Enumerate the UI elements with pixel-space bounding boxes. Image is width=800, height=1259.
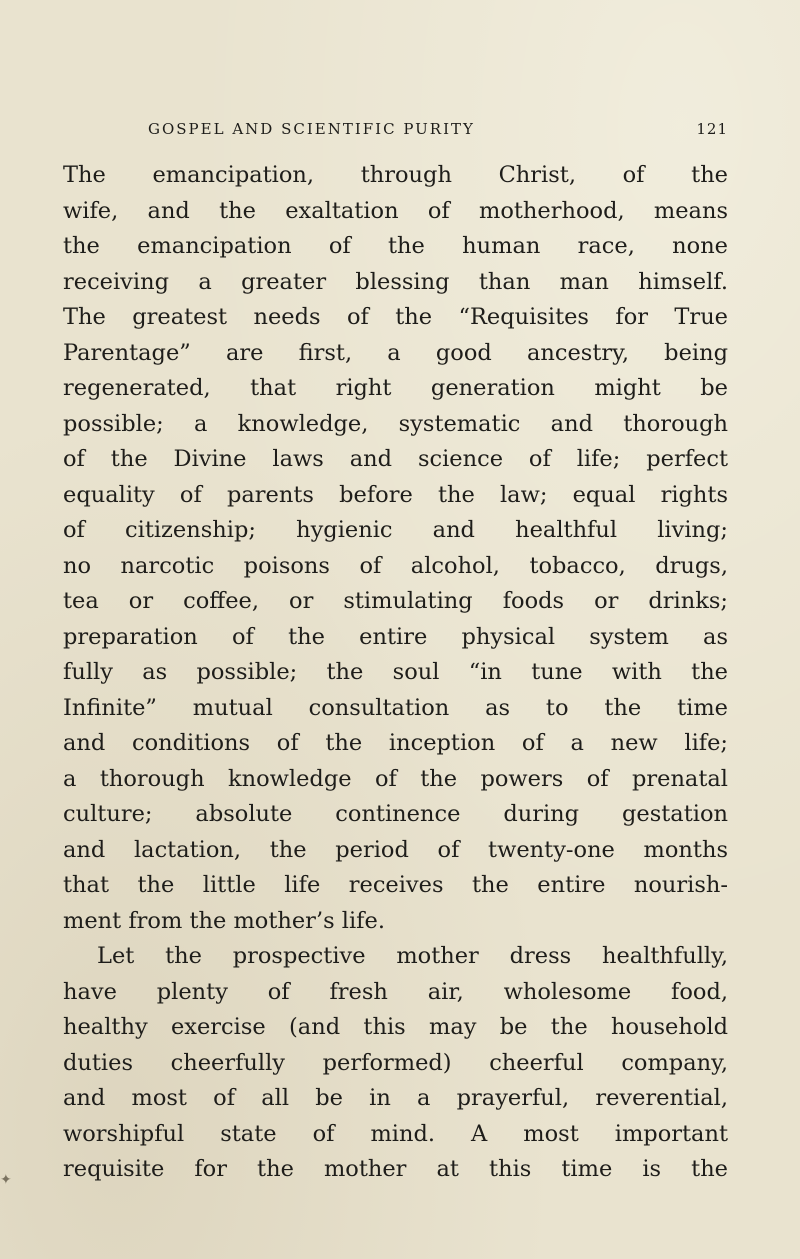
text-line: of citizenship; hygienic and healthful living; <box>63 517 728 543</box>
text-line: preparation of the entire physical system as <box>63 623 728 650</box>
text-line: regenerated, that right generation might be <box>63 375 728 401</box>
text-line: no narcotic poisons of alcohol, tobacco, drugs, <box>63 552 728 579</box>
body-text <box>63 158 728 1188</box>
running-title: GOSPEL AND SCIENTIFIC PURITY <box>148 120 475 138</box>
text-line: have plenty of fresh air, wholesome food, <box>63 978 728 1005</box>
running-header <box>148 120 728 144</box>
text-line: requisite for the mother at this time is the <box>63 1156 728 1182</box>
text-line: The greatest needs of the “Requisites for True <box>63 304 728 330</box>
text-line: possible; a knowledge, systematic and thorough <box>63 410 728 437</box>
text-line: Parentage” are first, a good ancestry, being <box>63 339 728 366</box>
text-line: equality of parents before the law; equal rights <box>63 481 728 508</box>
text-line: The emancipation, through Christ, of the <box>63 162 728 188</box>
text-line: that the little life receives the entire nourish- <box>63 872 728 898</box>
text-line: Infinite” mutual consultation as to the time <box>63 694 728 721</box>
text-line: and conditions of the inception of a new life; <box>63 730 728 756</box>
text-line: Let the prospective mother dress healthfully, <box>97 943 728 969</box>
text-line: receiving a greater blessing than man himself. <box>63 268 728 295</box>
text-line: and most of all be in a prayerful, reverential, <box>63 1085 728 1111</box>
page-number: 121 <box>696 120 728 138</box>
text-line: the emancipation of the human race, none <box>63 233 728 259</box>
text-line: healthy exercise (and this may be the household <box>63 1014 728 1040</box>
text-line: of the Divine laws and science of life; perfect <box>63 446 728 472</box>
text-line: fully as possible; the soul “in tune with the <box>63 659 728 685</box>
text-line: duties cheerfully performed) cheerful company, <box>63 1049 728 1076</box>
text-line: wife, and the exaltation of motherhood, means <box>63 197 728 224</box>
ink-smudge-icon: ✦ <box>0 1172 12 1188</box>
text-line: culture; absolute continence during gestation <box>63 801 728 827</box>
text-line: and lactation, the period of twenty-one months <box>63 836 728 863</box>
text-line: ment from the mother’s life. <box>63 907 385 934</box>
text-line: a thorough knowledge of the powers of prenatal <box>63 765 728 792</box>
text-line: worshipful state of mind. A most important <box>63 1120 728 1147</box>
text-line: tea or coffee, or stimulating foods or drinks; <box>63 588 728 614</box>
